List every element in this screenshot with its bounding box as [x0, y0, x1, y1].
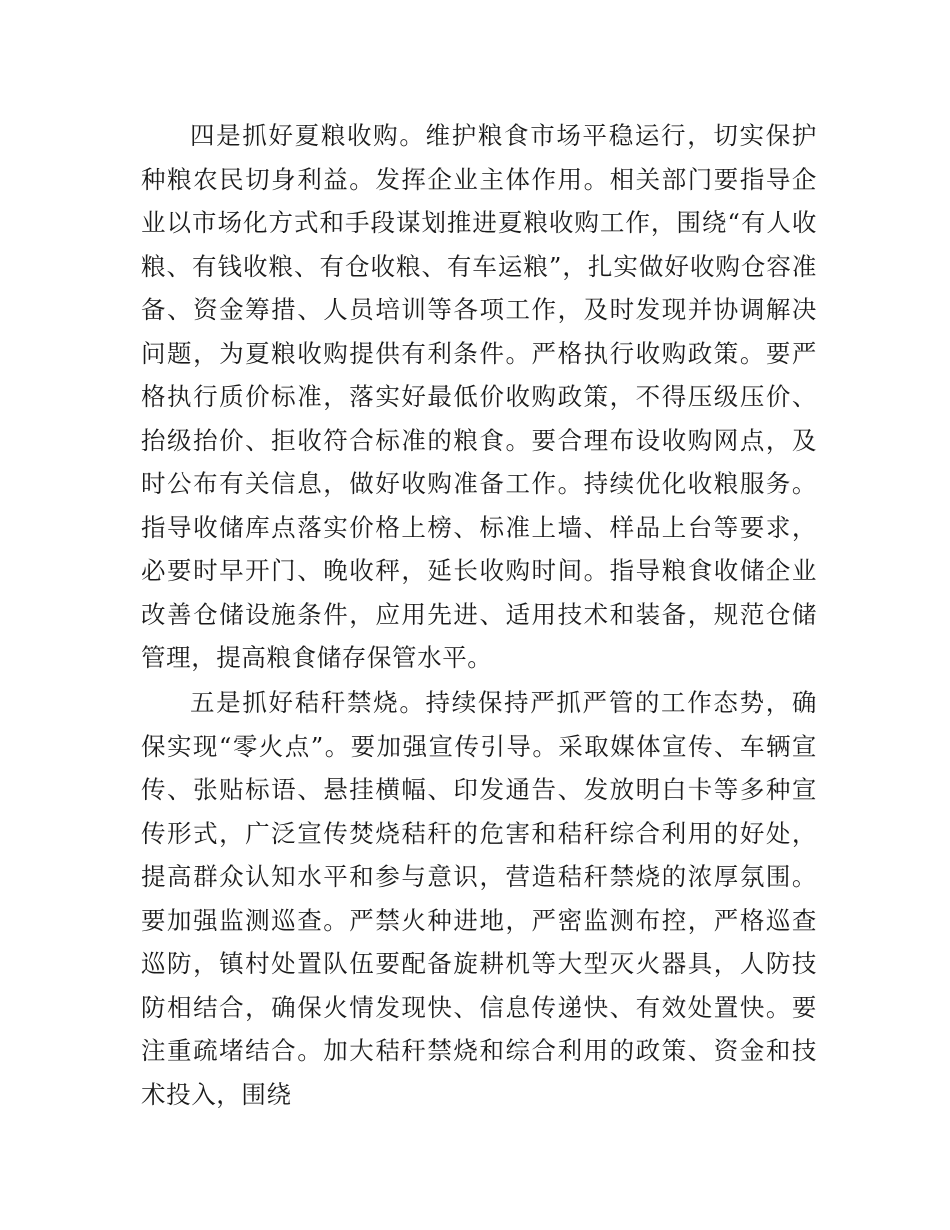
- paragraph-text: 五是抓好秸秆禁烧。持续保持严抓严管的工作态势，确保实现“零火点”。要加强宣传引导。采取媒体宣传、车辆宣传、张贴标语、悬挂横幅、印发通告、发放明白卡等多种宣传形式，广泛宣传焚烧秸秆的危害和秸秆综合利用的好处，提高群众认知水平和参与意识，营造秸秆禁烧的浓厚氛围。要加强监测巡查。严禁火种进地，严密监测布控，严格巡查巡防，镇村处置队伍要配备旋耕机等大型灭火器具，人防技防相结合，确保火情发现快、信息传递快、有效处置快。要注重疏堵结合。加大秸秆禁烧和综合利用的政策、资金和技术投入，围绕: [141, 688, 817, 1109]
- paragraph-summer-grain-purchase: [141, 114, 817, 680]
- paragraph-straw-burning-ban: [141, 681, 817, 1116]
- paragraph-text: 四是抓好夏粮收购。维护粮食市场平稳运行，切实保护种粮农民切身利益。发挥企业主体作用。相关部门要指导企业以市场化方式和手段谋划推进夏粮收购工作，围绕“有人收粮、有钱收粮、有仓收粮、有车运粮”，扎实做好收购仓容准备、资金筹措、人员培训等各项工作，及时发现并协调解决问题，为夏粮收购提供有利条件。严格执行收购政策。要严格执行质价标准，落实好最低价收购政策，不得压级压价、抬级抬价、拒收符合标准的粮食。要合理布设收购网点，及时公布有关信息，做好收购准备工作。持续优化收粮服务。指导收储库点落实价格上榜、标准上墙、样品上台等要求，必要时早开门、晚收秤，延长收购时间。指导粮食收储企业改善仓储设施条件，应用先进、适用技术和装备，规范仓储管理，提高粮食储存保管水平。: [141, 121, 817, 672]
